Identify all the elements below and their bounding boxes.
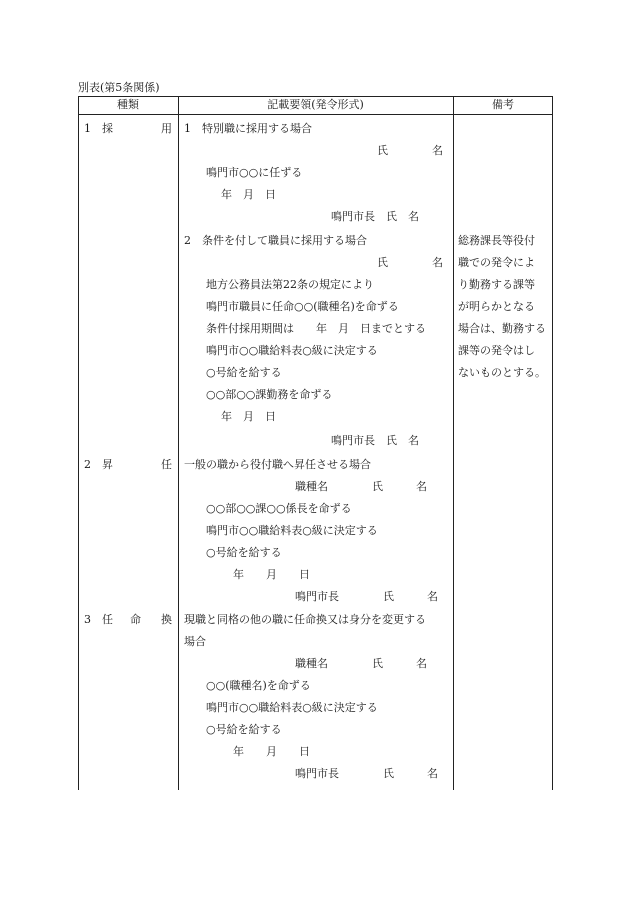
- format-line: 鳴門市○○職給料表○級に決定する: [206, 701, 378, 714]
- format-line: 条件付採用期間は 年 月 日までとする: [206, 322, 426, 335]
- table-caption: 別表(第5条関係): [78, 81, 160, 94]
- table-top-border: [78, 96, 553, 97]
- format-line: ○○(職種名)を命ずる: [206, 679, 311, 692]
- format-line: 鳴門市○○職給料表○級に決定する: [206, 344, 378, 357]
- format-line: 年 月 日: [233, 745, 310, 758]
- format-line: 年 月 日: [221, 410, 276, 423]
- format-line: 鳴門市長 氏 名: [295, 590, 438, 603]
- format-line: 1 特別職に採用する場合: [184, 122, 312, 135]
- category-3-number: 3: [84, 613, 91, 626]
- category-2-number: 2: [84, 458, 91, 471]
- format-line: 鳴門市○○に任ずる: [206, 166, 303, 179]
- table-right-border: [552, 96, 553, 790]
- appointment-format-table: [78, 96, 553, 790]
- format-line: 鳴門市長 氏 名: [295, 767, 438, 780]
- column-divider-type: [178, 96, 179, 790]
- format-line: 氏 名: [377, 144, 443, 157]
- header-type: 種類: [117, 98, 139, 111]
- format-line: 現職と同格の他の職に任命換又は身分を変更する: [184, 613, 426, 626]
- format-line: 鳴門市長 氏 名: [331, 434, 419, 447]
- format-line: 鳴門市○○職給料表○級に決定する: [206, 524, 378, 537]
- category-3-char: 換: [161, 613, 172, 626]
- remarks-line: が明らかとなる: [458, 300, 535, 313]
- format-line: 鳴門市職員に任命○○(職種名)を命ずる: [206, 300, 399, 313]
- table-left-border: [78, 96, 79, 790]
- format-line: 年 月 日: [233, 568, 310, 581]
- format-line: ○号給を給する: [206, 366, 282, 379]
- header-bottom-border: [78, 114, 553, 115]
- category-3-char: 任: [102, 613, 113, 626]
- remarks-line: 課等の発令はし: [458, 344, 535, 357]
- header-format: 記載要領(発令形式): [267, 98, 364, 111]
- category-2-char: 昇: [102, 458, 113, 471]
- remarks-line: 職での発令によ: [458, 256, 535, 269]
- format-line: ○○部○○課○○係長を命ずる: [206, 502, 352, 515]
- format-line: 2 条件を付して職員に採用する場合: [184, 234, 367, 247]
- format-line: 氏 名: [377, 256, 443, 269]
- column-divider-remarks: [453, 96, 454, 790]
- category-1-char: 採: [102, 122, 113, 135]
- remarks-line: 総務課長等役付: [458, 234, 535, 247]
- category-3-char: 命: [130, 613, 141, 626]
- format-line: 地方公務員法第22条の規定により: [206, 278, 374, 291]
- category-2-char: 任: [161, 458, 172, 471]
- category-1-number: 1: [84, 122, 91, 135]
- remarks-line: 場合は、勤務する: [458, 322, 546, 335]
- format-line: 一般の職から役付職へ昇任させる場合: [184, 458, 371, 471]
- remarks-line: ないものとする。: [458, 366, 546, 379]
- format-line: 年 月 日: [221, 188, 276, 201]
- category-1-char: 用: [161, 122, 172, 135]
- format-line: 鳴門市長 氏 名: [331, 210, 419, 223]
- header-remarks: 備考: [492, 98, 514, 111]
- remarks-line: り勤務する課等: [458, 278, 535, 291]
- format-line: 場合: [184, 635, 206, 648]
- format-line: ○号給を給する: [206, 723, 282, 736]
- format-line: 職種名 氏 名: [295, 480, 427, 493]
- format-line: 職種名 氏 名: [295, 657, 427, 670]
- format-line: ○○部○○課勤務を命ずる: [206, 388, 333, 401]
- format-line: ○号給を給する: [206, 546, 282, 559]
